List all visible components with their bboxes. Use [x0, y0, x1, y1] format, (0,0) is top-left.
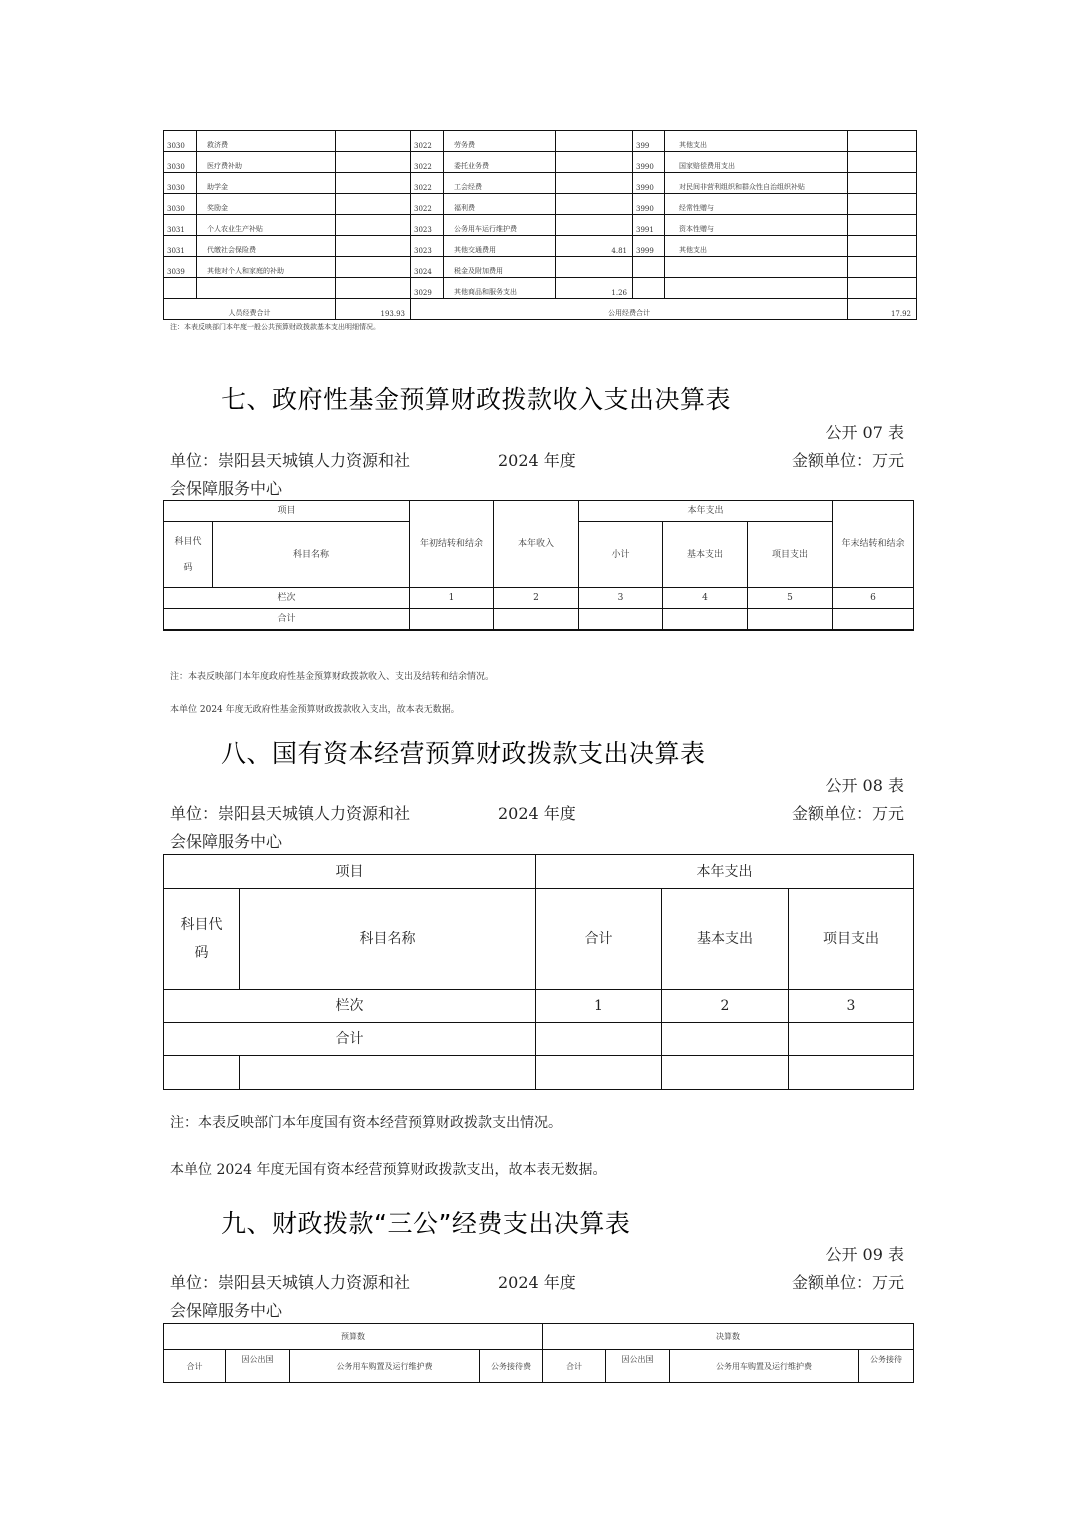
other-code: 3999: [633, 236, 665, 257]
other-name: [665, 257, 848, 278]
section07-unit-line1: 单位：崇阳县天城镇人力资源和社: [170, 451, 411, 470]
header-begin-balance: 年初结转和结余: [410, 501, 494, 588]
empty-cell: [579, 630, 663, 631]
public-amount: 1.26: [556, 278, 633, 299]
other-code: 3990: [633, 173, 665, 194]
other-name: 经常性赠与: [665, 194, 848, 215]
column-number: 6: [833, 588, 914, 609]
other-code: [633, 278, 665, 299]
public-code: 3022: [411, 173, 444, 194]
personnel-amount: [336, 152, 411, 173]
section09-title: 九、财政拨款“三公”经费支出决算表: [221, 1209, 631, 1238]
section09-year: 2024 年度: [498, 1273, 576, 1292]
empty-cell: [789, 1056, 914, 1090]
other-amount: [848, 173, 917, 194]
other-amount: [848, 215, 917, 236]
final-col-abroad: 因公出国: [606, 1350, 670, 1383]
section08-year: 2024 年度: [498, 804, 576, 823]
three-public-expense-table: [163, 1323, 914, 1383]
personnel-amount: [336, 257, 411, 278]
total-cell: [663, 609, 748, 630]
other-amount: [848, 131, 917, 152]
public-code: 3023: [411, 236, 444, 257]
table-row: [164, 278, 917, 299]
personnel-amount: [336, 194, 411, 215]
total-cell: [748, 609, 833, 630]
personnel-name: 代缴社会保险费: [197, 236, 336, 257]
header-item: 项目: [164, 501, 410, 522]
personnel-amount: [336, 173, 411, 194]
empty-cell: [164, 630, 213, 631]
header-expense: 本年支出: [536, 855, 914, 889]
table06-note: 注：本表反映部门本年度一般公共预算财政拨款基本支出明细情况。: [170, 323, 380, 331]
personnel-code: 3031: [164, 215, 197, 236]
table-row: [164, 236, 917, 257]
budget-col-vehicle: 公务用车购置及运行维护费: [290, 1350, 480, 1383]
header-expense: 本年支出: [579, 501, 833, 522]
table-row: [164, 215, 917, 236]
personnel-total-value: 193.93: [336, 299, 411, 320]
public-amount: [556, 215, 633, 236]
personnel-name: 奖励金: [197, 194, 336, 215]
basic-expense-detail-table: [163, 130, 917, 320]
public-amount: [556, 257, 633, 278]
public-amount: 4.81: [556, 236, 633, 257]
public-code: 3022: [411, 152, 444, 173]
section07-note: 注：本表反映部门本年度政府性基金预算财政拨款收入、支出及结转和结余情况。: [170, 672, 495, 682]
header-subtotal: 小计: [579, 522, 663, 588]
total-label: 合计: [164, 609, 410, 630]
section08-no-data: 本单位 2024 年度无国有资本经营预算财政拨款支出，故本表无数据。: [170, 1162, 607, 1178]
personnel-name: [197, 278, 336, 299]
total-label: 合计: [164, 1023, 536, 1056]
table-row: [164, 194, 917, 215]
final-col-vehicle: 公务用车购置及运行维护费: [670, 1350, 859, 1383]
section07-table-no: 公开 07 表: [825, 423, 904, 442]
section08-note: 注：本表反映部门本年度国有资本经营预算财政拨款支出情况。: [170, 1115, 562, 1131]
section09-unit-line1: 单位：崇阳县天城镇人力资源和社: [170, 1273, 411, 1292]
other-name: 国家赔偿费用支出: [665, 152, 848, 173]
total-cell: [662, 1023, 789, 1056]
column-number: 4: [663, 588, 748, 609]
header-code: 科目代码: [164, 522, 213, 588]
gov-fund-table: [163, 500, 914, 631]
final-col-total: 合计: [543, 1350, 606, 1383]
personnel-code: 3030: [164, 194, 197, 215]
header-total: 合计: [536, 889, 662, 990]
personnel-amount: [336, 131, 411, 152]
final-header: 决算数: [543, 1324, 914, 1350]
public-name: 工会经费: [444, 173, 556, 194]
empty-cell: [662, 1056, 789, 1090]
public-name: 委托业务费: [444, 152, 556, 173]
other-code: 3990: [633, 194, 665, 215]
section07-amount-unit: 金额单位：万元: [791, 451, 904, 470]
header-project: 项目支出: [789, 889, 914, 990]
personnel-code: 3030: [164, 131, 197, 152]
section09-table-no: 公开 09 表: [825, 1245, 904, 1264]
table-row: [164, 152, 917, 173]
header-item: 项目: [164, 855, 536, 889]
state-capital-table: [163, 854, 914, 1090]
public-code: 3022: [411, 131, 444, 152]
other-name: [665, 278, 848, 299]
header-name: 科目名称: [240, 889, 536, 990]
personnel-code: [164, 278, 197, 299]
total-cell: [579, 609, 663, 630]
budget-col-reception: 公务接待费: [480, 1350, 543, 1383]
final-col-reception: 公务接待: [859, 1350, 914, 1383]
column-number: 5: [748, 588, 833, 609]
public-name: 其他商品和服务支出: [444, 278, 556, 299]
section07-no-data: 本单位 2024 年度无政府性基金预算财政拨款收入支出，故本表无数据。: [170, 705, 460, 715]
section08-title: 八、国有资本经营预算财政拨款支出决算表: [221, 739, 706, 768]
public-code: 3024: [411, 257, 444, 278]
public-name: 税金及附加费用: [444, 257, 556, 278]
personnel-name: 其他对个人和家庭的补助: [197, 257, 336, 278]
public-name: 其他交通费用: [444, 236, 556, 257]
total-cell: [789, 1023, 914, 1056]
empty-cell: [164, 1056, 240, 1090]
budget-header: 预算数: [164, 1324, 543, 1350]
header-project: 项目支出: [748, 522, 833, 588]
personnel-amount: [336, 236, 411, 257]
personnel-amount: [336, 278, 411, 299]
totals-row: [164, 299, 917, 320]
personnel-name: 救济费: [197, 131, 336, 152]
other-amount: [848, 278, 917, 299]
public-amount: [556, 131, 633, 152]
budget-col-total: 合计: [164, 1350, 226, 1383]
personnel-code: 3031: [164, 236, 197, 257]
total-cell: [494, 609, 579, 630]
column-row-label: 栏次: [164, 990, 536, 1023]
total-cell: [410, 609, 494, 630]
public-code: 3029: [411, 278, 444, 299]
personnel-amount: [336, 215, 411, 236]
public-code: 3023: [411, 215, 444, 236]
personnel-name: 个人农业生产补贴: [197, 215, 336, 236]
public-total-label: 公用经费合计: [411, 299, 848, 320]
table-row: [164, 257, 917, 278]
other-code: 3990: [633, 152, 665, 173]
column-number: 3: [789, 990, 914, 1023]
other-name: 其他支出: [665, 236, 848, 257]
column-number: 2: [494, 588, 579, 609]
other-code: 3991: [633, 215, 665, 236]
other-name: 其他支出: [665, 131, 848, 152]
public-name: 劳务费: [444, 131, 556, 152]
header-basic: 基本支出: [662, 889, 789, 990]
public-name: 福利费: [444, 194, 556, 215]
header-basic: 基本支出: [663, 522, 748, 588]
personnel-name: 助学金: [197, 173, 336, 194]
other-amount: [848, 257, 917, 278]
empty-cell: [213, 630, 410, 631]
empty-cell: [663, 630, 748, 631]
empty-cell: [240, 1056, 536, 1090]
budget-col-abroad: 因公出国: [226, 1350, 290, 1383]
other-name: 对民间非营利组织和群众性自治组织补贴: [665, 173, 848, 194]
public-total-value: 17.92: [848, 299, 917, 320]
other-amount: [848, 194, 917, 215]
other-amount: [848, 152, 917, 173]
other-name: 资本性赠与: [665, 215, 848, 236]
empty-cell: [410, 630, 494, 631]
header-income: 本年收入: [494, 501, 579, 588]
personnel-code: 3039: [164, 257, 197, 278]
column-number: 1: [410, 588, 494, 609]
empty-cell: [494, 630, 579, 631]
table-row: [164, 131, 917, 152]
other-code: 399: [633, 131, 665, 152]
column-row-label: 栏次: [164, 588, 410, 609]
other-amount: [848, 236, 917, 257]
empty-cell: [833, 630, 914, 631]
column-number: 1: [536, 990, 662, 1023]
section09-amount-unit: 金额单位：万元: [791, 1273, 904, 1292]
public-amount: [556, 152, 633, 173]
personnel-name: 医疗费补助: [197, 152, 336, 173]
table-row: [164, 173, 917, 194]
column-number: 2: [662, 990, 789, 1023]
section08-table-no: 公开 08 表: [825, 776, 904, 795]
empty-cell: [536, 1056, 662, 1090]
empty-cell: [748, 630, 833, 631]
header-code: 科目代码: [164, 889, 240, 990]
section07-year: 2024 年度: [498, 451, 576, 470]
public-amount: [556, 173, 633, 194]
section08-amount-unit: 金额单位：万元: [791, 804, 904, 823]
header-end-balance: 年末结转和结余: [833, 501, 914, 588]
personnel-code: 3030: [164, 173, 197, 194]
section07-title: 七、政府性基金预算财政拨款收入支出决算表: [221, 385, 732, 414]
total-cell: [833, 609, 914, 630]
other-code: [633, 257, 665, 278]
header-name: 科目名称: [213, 522, 410, 588]
personnel-total-label: 人员经费合计: [164, 299, 336, 320]
column-number: 3: [579, 588, 663, 609]
section08-unit-line2: 会保障服务中心: [170, 832, 283, 851]
public-code: 3022: [411, 194, 444, 215]
personnel-code: 3030: [164, 152, 197, 173]
section07-unit-line2: 会保障服务中心: [170, 479, 283, 498]
total-cell: [536, 1023, 662, 1056]
public-name: 公务用车运行维护费: [444, 215, 556, 236]
section08-unit-line1: 单位：崇阳县天城镇人力资源和社: [170, 804, 411, 823]
section09-unit-line2: 会保障服务中心: [170, 1301, 283, 1320]
public-amount: [556, 194, 633, 215]
